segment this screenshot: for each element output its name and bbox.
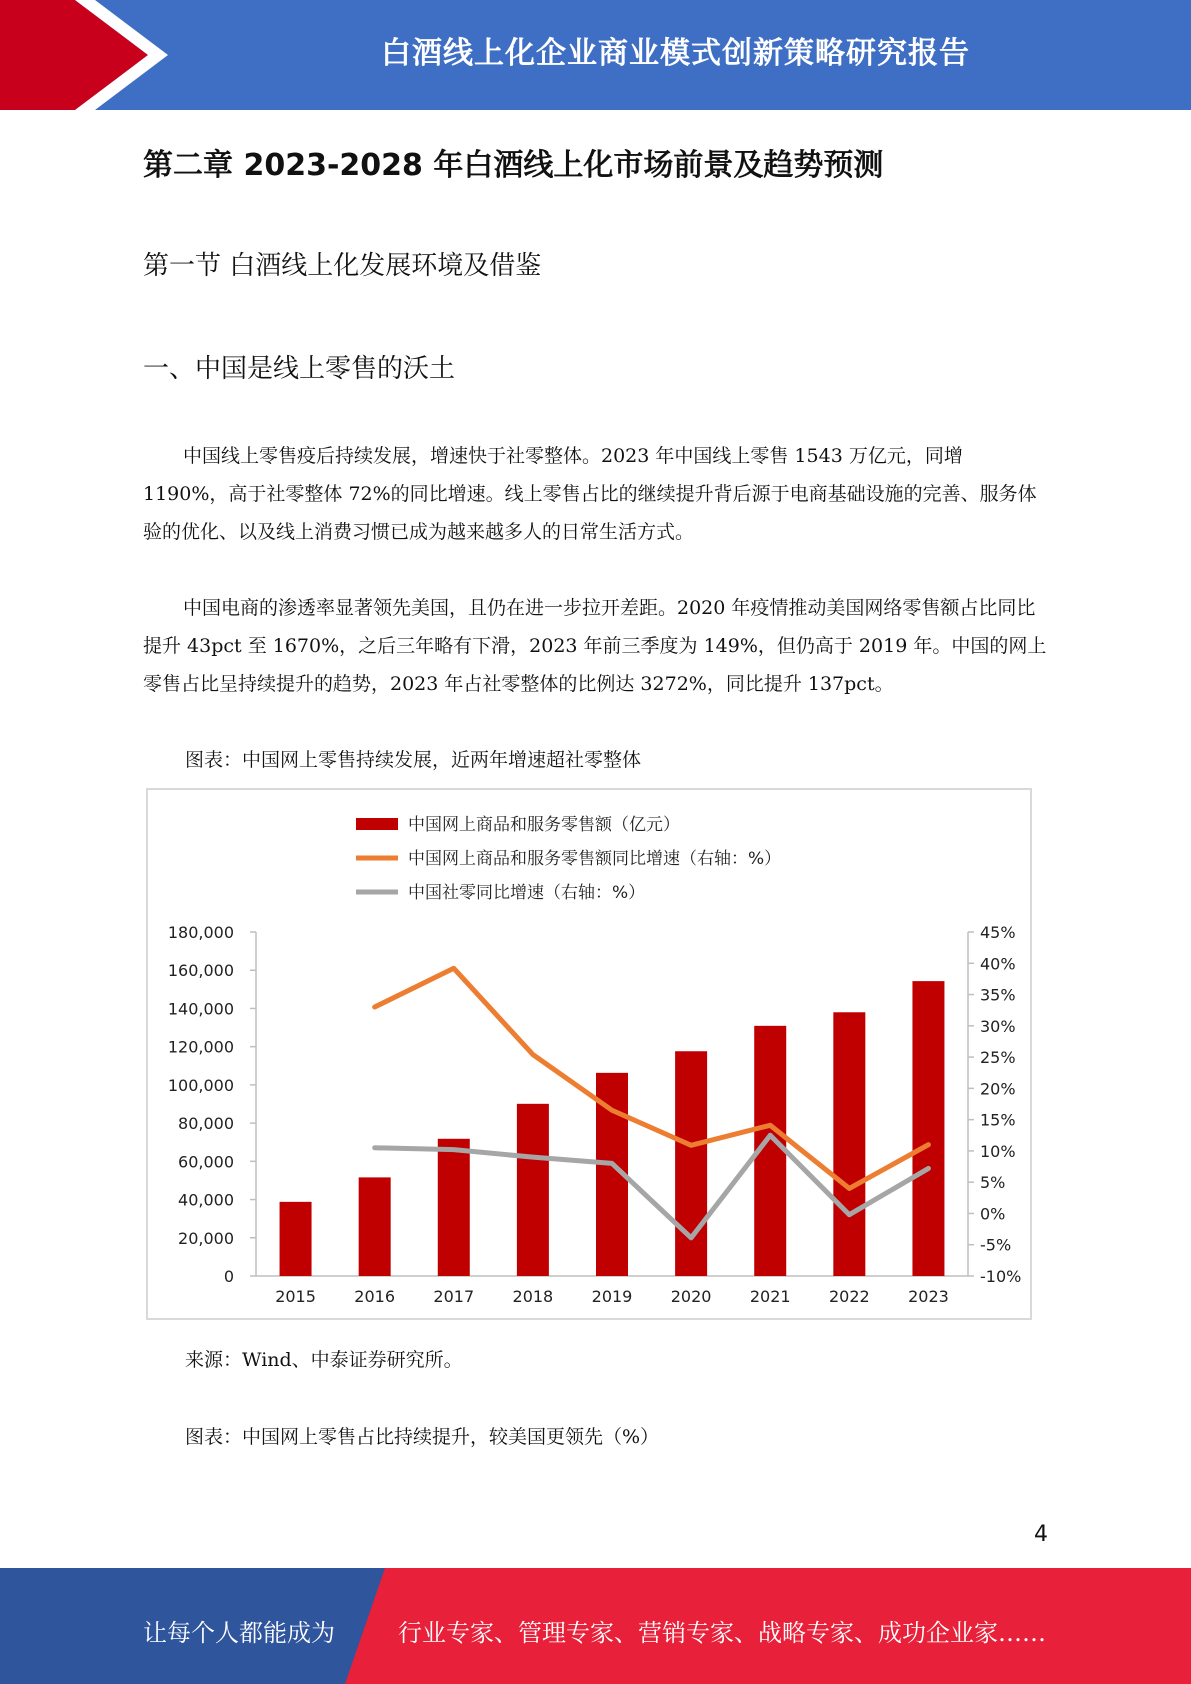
right-tick-label: -10% xyxy=(980,1267,1022,1286)
left-tick-label: 140,000 xyxy=(167,999,234,1019)
left-tick-label: 0 xyxy=(223,1267,234,1286)
x-tick-label: 2015 xyxy=(275,1287,316,1306)
header-arrow-decoration xyxy=(0,0,230,110)
chapter-title: 第二章 2023-2028 年白酒线上化市场前景及趋势预测 xyxy=(143,148,884,183)
paragraph-1: 中国线上零售疫后持续发展，增速快于社零整体。2023 年中国线上零售 1543 万亿元，同增 1190%，高于社零整体 72%的同比增速。线上零售占比的继续提升背后源于电商基础设施的完善、服务体验的优化、以及线上消费习惯已成为越来越多人的日常生活方式。 xyxy=(143,445,1037,543)
x-tick-label: 2020 xyxy=(670,1287,712,1306)
x-tick-label: 2017 xyxy=(433,1287,475,1306)
subsection-title: 一、中国是线上零售的沃土 xyxy=(143,354,456,384)
right-tick-label: 5% xyxy=(980,1173,1006,1193)
x-tick-label: 2022 xyxy=(828,1287,870,1306)
page-footer xyxy=(0,1568,1191,1684)
left-tick-label: 180,000 xyxy=(167,923,234,942)
x-tick-label: 2021 xyxy=(749,1287,791,1306)
bar-online-retail-2020 xyxy=(675,1051,707,1276)
footer-slogan-left: 让每个人都能成为 xyxy=(143,1619,335,1647)
x-tick-label: 2016 xyxy=(354,1287,396,1306)
legend-label: 中国网上商品和服务零售额（亿元） xyxy=(408,815,680,835)
figure1-caption: 图表：中国网上零售持续发展，近两年增速超社零整体 xyxy=(185,749,642,771)
chart-container xyxy=(146,788,1032,1320)
section-title: 第一节 白酒线上化发展环境及借鉴 xyxy=(143,251,542,281)
footer-slogan-right: 行业专家、管理专家、营销专家、战略专家、成功企业家…… xyxy=(398,1619,1046,1647)
legend-label: 中国网上商品和服务零售额同比增速（右轴：%） xyxy=(408,849,782,869)
right-tick-label: 30% xyxy=(980,1016,1016,1036)
right-tick-label: 35% xyxy=(980,985,1016,1005)
paragraph-2: 中国电商的渗透率显著领先美国，且仍在进一步拉开差距。2020 年疫情推动美国网络零售额占比同比提升 43pct 至 1670%，之后三年略有下滑，2023 年前三季度为 149%，但仍高于 2019 年。中国的网上零售占比呈持续提升的趋势，2023 年占社零整体的比例达 3272%，同比提升 137pct。 xyxy=(143,597,1047,695)
x-tick-label: 2023 xyxy=(908,1287,949,1306)
page-number: 4 xyxy=(1034,1522,1048,1547)
right-tick-label: 40% xyxy=(980,954,1016,974)
x-tick-label: 2019 xyxy=(591,1287,633,1306)
figure2-caption: 图表：中国网上零售占比持续提升，较美国更领先（%） xyxy=(185,1426,660,1448)
bar-online-retail-2016 xyxy=(359,1177,391,1276)
report-title: 白酒线上化企业商业模式创新策略研究报告 xyxy=(381,36,970,71)
left-tick-label: 60,000 xyxy=(178,1152,234,1172)
right-tick-label: 15% xyxy=(980,1110,1016,1130)
right-tick-label: 10% xyxy=(980,1141,1016,1161)
left-tick-label: 160,000 xyxy=(167,961,234,981)
left-tick-label: 100,000 xyxy=(167,1075,234,1095)
left-tick-label: 80,000 xyxy=(178,1114,234,1134)
left-tick-label: 40,000 xyxy=(178,1190,234,1210)
right-tick-label: -5% xyxy=(980,1235,1012,1255)
page-header xyxy=(0,0,1191,110)
legend-swatch-bar xyxy=(356,818,398,830)
bar-online-retail-2023 xyxy=(912,981,944,1276)
right-tick-label: 25% xyxy=(980,1048,1016,1068)
bar-online-retail-2022 xyxy=(833,1012,865,1276)
x-tick-label: 2018 xyxy=(512,1287,554,1306)
right-tick-label: 0% xyxy=(980,1204,1006,1224)
bar-online-retail-2017 xyxy=(438,1139,470,1276)
right-tick-label: 45% xyxy=(980,923,1016,942)
right-tick-label: 20% xyxy=(980,1079,1016,1099)
combo-chart xyxy=(148,790,1030,1318)
left-tick-label: 20,000 xyxy=(178,1228,234,1248)
figure1-source: 来源：Wind、中泰证券研究所。 xyxy=(185,1349,463,1371)
left-tick-label: 120,000 xyxy=(167,1037,234,1057)
legend-label: 中国社零同比增速（右轴：%） xyxy=(408,883,646,903)
bar-online-retail-2015 xyxy=(280,1202,312,1276)
bar-online-retail-2018 xyxy=(517,1104,549,1276)
